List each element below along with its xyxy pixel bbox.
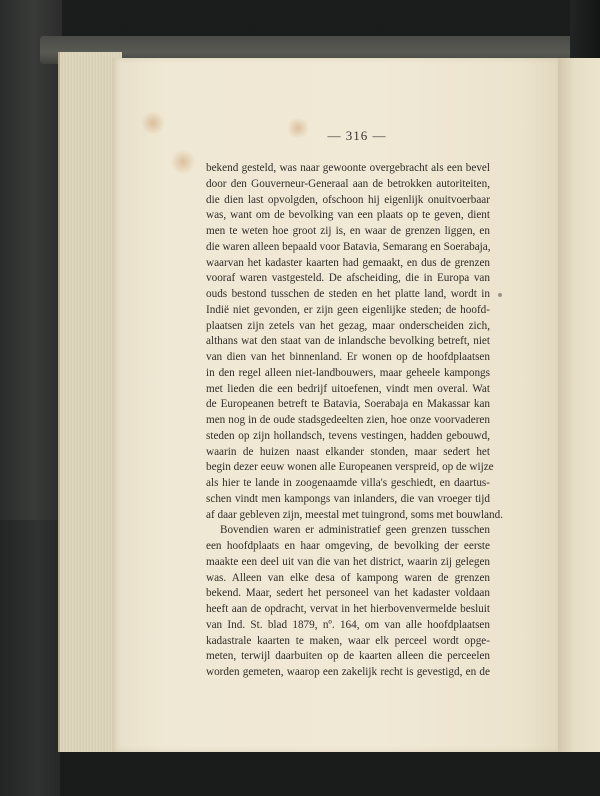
text-line: Indië niet gevonden, er zijn geen eigenlijke steden; de hoofd- [206, 303, 490, 316]
text-line: maakte een deel uit van die van het district, waarin zij gelegen [206, 555, 490, 568]
body-text [206, 161, 504, 681]
text-line: van Ind. St. blad 1879, nº. 164, om van alle hoofdplaatsen [206, 618, 490, 631]
text-line: bekend gesteld, was naar gewoonte overgebracht als een bevel [206, 162, 490, 174]
text-line: van dien van het binnenland. Er wonen op de hoofdplaatsen [206, 351, 490, 363]
text-line: men nog in de oude stadsgedeelten zien, hoe onze voorvaderen [206, 414, 490, 426]
text-line: schen vindt men kampongs van inlanders, die van vroeger tijd [206, 492, 490, 505]
text-line: begin dezer eeuw wonen alle Europeanen verspreid, op de wijze [206, 461, 494, 474]
text-line: die dien last opvolgden, ofschoon hij eigenlijk onuitvoerbaar [206, 193, 490, 206]
text-line: waarin de huizen naast elkander stonden, maar sedert het [206, 445, 490, 458]
text-line: door den Gouverneur-Generaal aan de betrokken autoriteiten, [206, 177, 490, 190]
text-line: meten, terwijl daarbuiten op de kaarten alleen die perceelen [206, 650, 490, 663]
margin-mark [498, 293, 502, 297]
text-line: Bovendien waren er administratief geen grenzen tusschen [220, 524, 490, 537]
text-line: de Europeanen betreft te Batavia, Soerabaja en Makassar kan [206, 398, 490, 411]
text-line: als hier te lande in zoogenaamde villa's geschiedt, en daartus- [206, 477, 490, 489]
text-line: in den regel alleen niet-landbouwers, maar geheele kampongs [206, 366, 490, 379]
text-line: waarvan het kadaster kaarten had gemaakt, en dus de grenzen [206, 256, 490, 269]
text-line: steden op zijn hollandsch, tevens vestingen, hadden gebouwd, [206, 429, 490, 442]
text-line: was, want om de bevolking van een plaats op te geven, dient [206, 209, 490, 222]
text-line: men te weten hoe groot zij is, en waar de grenzen liggen, en [206, 225, 490, 237]
text-line: althans wat den staat van de inlandsche bevolking betreft, niet [206, 335, 490, 348]
text-line: een hoofdplaats en haar omgeving, de bevolking der eerste [206, 540, 490, 552]
text-line: vooraf waren vastgesteld. De afscheiding, die in Europa van [206, 272, 490, 285]
text-line: die waren alleen bepaald voor Batavia, Semarang en Soerabaja, [206, 240, 491, 253]
facing-page-edge [556, 58, 600, 752]
text-line: met lieden die een bedrijf uitoefenen, vindt men overal. Wat [206, 382, 490, 395]
text-line: ouds bestond tusschen de steden en het platte land, wordt in [206, 288, 490, 300]
page-number: — 316 — [327, 128, 387, 143]
text-line: plaatsen zijn zetels van het gezag, maar onderscheiden zich, [206, 319, 490, 332]
text-line: af daar gebleven zijn, meestal met tuingrond, soms met bouwland. [206, 508, 504, 521]
text-line: kadastrale kaarten te maken, waar elk perceel wordt opge- [206, 634, 490, 647]
text-line: bekend. Maar, sedert het personeel van het kadaster voldaan [206, 587, 490, 600]
text-line: was. Alleen van elke desa of kampong waren de grenzen [206, 571, 490, 584]
foxing-stain [170, 150, 196, 174]
text-line: heeft aan de opdracht, vervat in het hierbovenvermelde besluit [206, 603, 490, 615]
book-cover-left-lower [0, 520, 62, 796]
text-line: worden gemeten, waarop een zakelijk recht is gevestigd, en de [206, 666, 490, 678]
book-cover-bottom [60, 748, 600, 796]
